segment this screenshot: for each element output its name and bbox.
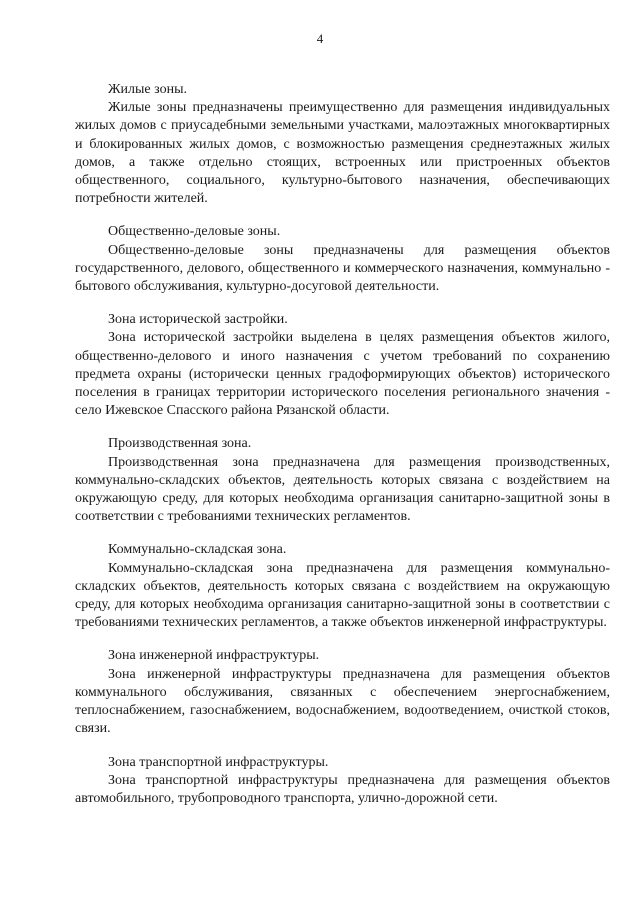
page-number: 4: [316, 31, 324, 46]
section-paragraph: Зона инженерной инфраструктуры предназначена для размещения объектов коммунального обслуживания, связанных с обеспечением энергоснабжением, теплоснабжением, газоснабжением, водоснабжением, водоотведением, очисткой стоков, связи.: [75, 666, 610, 737]
section-industrial-zone: [75, 435, 610, 526]
document-body: [75, 81, 610, 823]
section-heading: Коммунально-складская зона.: [108, 542, 287, 558]
section-heading: Общественно-деловые зоны.: [108, 224, 281, 240]
section-communal-storage-zone: [75, 541, 610, 632]
section-paragraph: Коммунально-складская зона предназначена для размещения коммунально-складских объектов, деятельность которых связана с воздействием на окружающую среду, для которых необходима организация санитарно-защитной зоны в соответствии с требованиями технических регламентов, а также объектов инженерной инфраструктуры.: [75, 560, 610, 631]
section-paragraph: Жилые зоны предназначены преимущественно для размещения индивидуальных жилых домов с приусадебными земельными участками, малоэтажных многоквартирных и блокированных жилых домов, с возможностью размещения среднеэтажных жилых домов, а также отдельно стоящих, встроенных или пристроенных объектов общественного, социального, культурно-бытового назначения, обеспечивающих потребности жителей.: [75, 100, 610, 207]
section-historic-development-zone: [75, 311, 610, 420]
section-engineering-infrastructure-zone: [75, 647, 610, 738]
section-paragraph: Общественно-деловые зоны предназначены для размещения объектов государственного, делового, общественного и коммерческого назначения, коммунально - бытового обслуживания, культурно-досуговой деятельности.: [75, 242, 610, 295]
section-paragraph: Зона исторической застройки выделена в целях размещения объектов жилого, общественно-делового и иного назначения с учетом требований по сохранению предмета охраны (исторически ценных градоформирующих объектов) исторического поселения в границах территории исторического поселения регионального значения - село Ижевское Спасского района Рязанской области.: [75, 330, 610, 419]
section-heading: Жилые зоны.: [108, 82, 187, 97]
section-paragraph: Производственная зона предназначена для размещения производственных, коммунально-складских объектов, деятельность которых связана с воздействием на окружающую среду, для которых необходима организация санитарно-защитной зоны в соответствии с требованиями технических регламентов.: [75, 454, 610, 525]
section-heading: Зона исторической застройки.: [108, 312, 288, 328]
section-heading: Производственная зона.: [108, 436, 252, 452]
section-public-business-zones: [75, 223, 610, 296]
section-heading: Зона инженерной инфраструктуры.: [108, 648, 320, 664]
section-paragraph: Зона транспортной инфраструктуры предназначена для размещения объектов автомобильного, трубопроводного транспорта, улично-дорожной сети.: [75, 772, 610, 806]
section-heading: Зона транспортной инфраструктуры.: [108, 754, 329, 770]
section-residential-zones: [75, 81, 610, 208]
section-transport-infrastructure-zone: [75, 754, 610, 809]
